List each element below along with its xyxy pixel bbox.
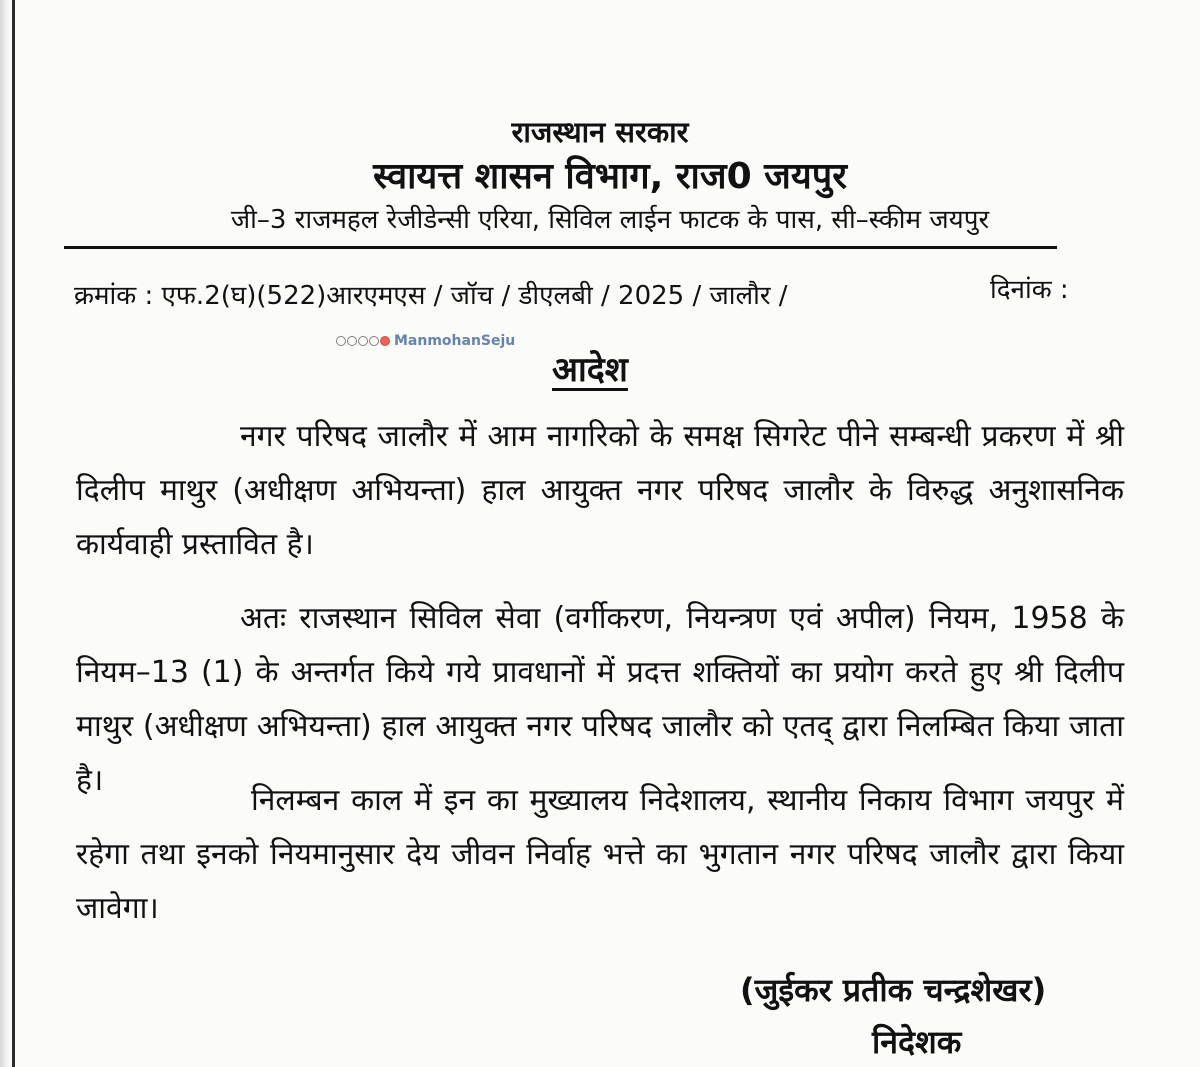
social-icon [336, 336, 346, 346]
paragraph-text: नगर परिषद जालौर में आम नागरिको के समक्ष सिगरेट पीने सम्बन्धी प्रकरण में श्री दिलीप माथुर (अधीक्षण अभियन्ता) हाल आयुक्त नगर परिषद जालौर के विरुद्ध अनुशासनिक कार्यवाही प्रस्तावित है। [76, 419, 1124, 562]
social-icons [336, 336, 390, 346]
reference-number: क्रमांक : एफ.2(घ)(522)आरएमएस / जॉच / डीएलबी / 2025 / जालौर / [74, 281, 788, 311]
watermark [336, 333, 515, 349]
social-icon [369, 336, 379, 346]
social-icon [347, 336, 357, 346]
department-heading: स्वायत्त शासन विभाग, राज0 जयपुर [373, 156, 847, 197]
social-icon [358, 336, 368, 346]
paragraph-text: निलम्बन काल में इन का मुख्यालय निदेशालय, स्थानीय निकाय विभाग जयपुर में रहेगा तथा इनको नियमानुसार देय जीवन निर्वाह भत्ते का भुगतान नगर परिषद जालौर द्वारा किया जावेगा। [76, 783, 1124, 926]
paragraph-text: अतः राजस्थान सिविल सेवा (वर्गीकरण, नियन्त्रण एवं अपील) नियम, 1958 के नियम–13 (1) के अन्तर्गत किये गये प्रावधानों में प्रदत्त शक्तियों का प्रयोग करते हुए श्री दिलीप माथुर (अधीक्षण अभियन्ता) हाल आयुक्त नगर परिषद जालौर को एतद् द्वारा निलम्बित किया जाता है। [76, 601, 1124, 798]
signatory-designation: निदेशक [872, 1023, 962, 1061]
watermark-text: ManmohanSeju [394, 333, 516, 349]
office-address: जी–3 राजमहल रेजीडेन्सी एरिया, सिविल लाईन फाटक के पास, सी–स्कीम जयपुर [230, 205, 990, 235]
order-paragraph-1 [76, 410, 1124, 572]
order-paragraph-3 [76, 774, 1124, 936]
signatory-name: (जुईकर प्रतीक चन्द्रशेखर) [740, 971, 1047, 1009]
header-divider [64, 246, 1057, 249]
government-heading: राजस्थान सरकार [511, 115, 689, 149]
date-label: दिनांक : [990, 275, 1069, 305]
youtube-icon [380, 336, 390, 346]
order-title: आदेश [552, 350, 628, 390]
